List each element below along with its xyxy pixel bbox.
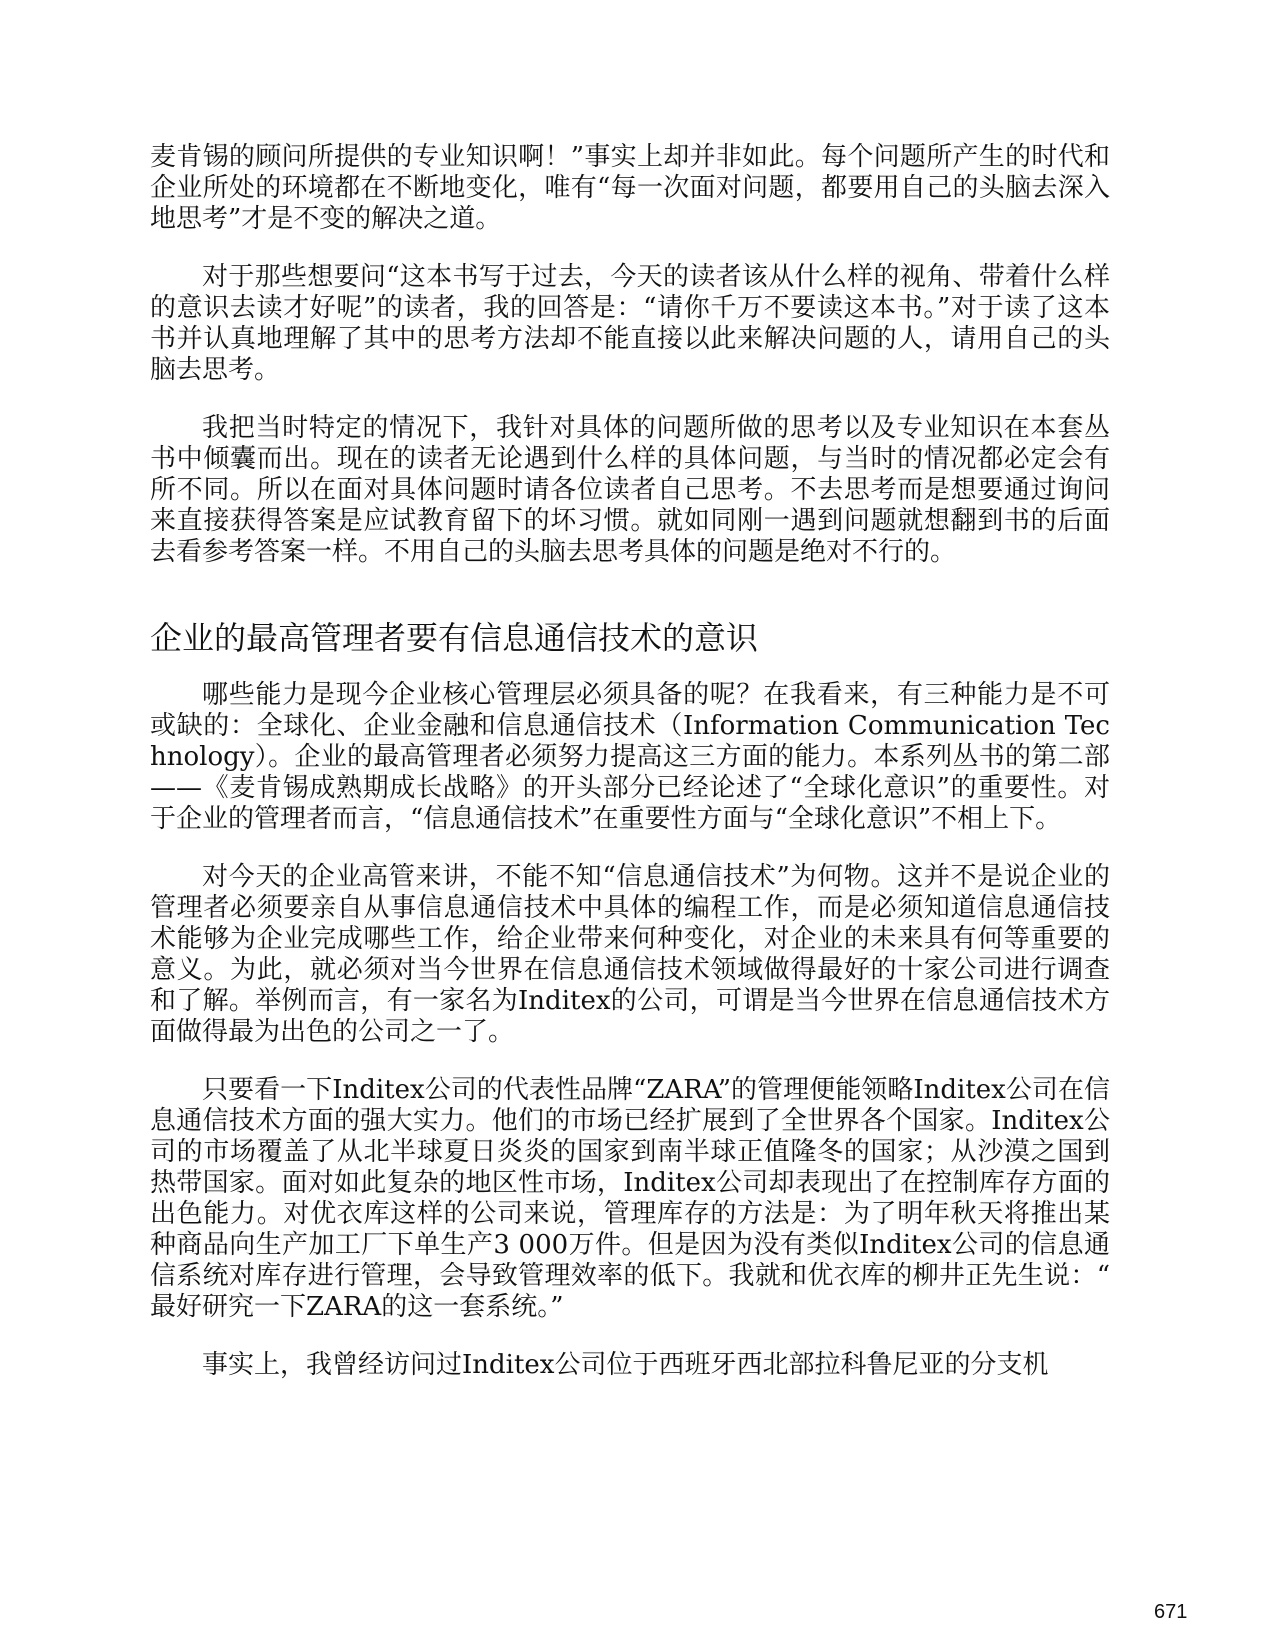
paragraph-core-capabilities: 哪些能力是现今企业核心管理层必须具备的呢？在我看来，有三种能力是不可或缺的：全球化、企业金融和信息通信技术（Information Communication Technology）。企业的最高管理者必须努力提高这三方面的能力。本系列丛书的第二部——《麦肯锡成熟期成长战略》的开头部分已经论述了“全球化意识”的重要性。对于企业的管理者而言，“信息通信技术”在重要性方面与“全球化意识”不相上下。 xyxy=(150,680,1110,834)
paragraph-reader-question: 对于那些想要问“这本书写于过去，今天的读者该从什么样的视角、带着什么样的意识去读才好呢”的读者，我的回答是：“请你千万不要读这本书。”对于读了这本书并认真地理解了其中的思考方法却不能直接以此来解决问题的人，请用自己的头脑去思考。 xyxy=(150,262,1110,385)
page-number: 671 xyxy=(1154,1601,1188,1623)
paragraph-inditex-visit: 事实上，我曾经访问过Inditex公司位于西班牙西北部拉科鲁尼亚的分支机 xyxy=(202,1350,1049,1380)
paragraph-continued: 麦肯锡的顾问所提供的专业知识啊！”事实上却并非如此。每个问题所产生的时代和企业所处的环境都在不断地变化，唯有“每一次面对问题，都要用自己的头脑去深入地思考”才是不变的解决之道。 xyxy=(150,142,1110,234)
paragraph-specific-problems: 我把当时特定的情况下，我针对具体的问题所做的思考以及专业知识在本套丛书中倾囊而出。现在的读者无论遇到什么样的具体问题，与当时的情况都必定会有所不同。所以在面对具体问题时请各位读者自己思考。不去思考而是想要通过询问来直接获得答案是应试教育留下的坏习惯。就如同刚一遇到问题就想翻到书的后面去看参考答案一样。不用自己的头脑去思考具体的问题是绝对不行的。 xyxy=(150,413,1110,567)
page-content xyxy=(150,142,1110,1408)
section-heading: 企业的最高管理者要有信息通信技术的意识 xyxy=(150,619,759,657)
paragraph-zara-inventory: 只要看一下Inditex公司的代表性品牌“ZARA”的管理便能领略Inditex公司在信息通信技术方面的强大实力。他们的市场已经扩展到了全世界各个国家。Inditex公司的市场覆盖了从北半球夏日炎炎的国家到南半球正值隆冬的国家；从沙漠之国到热带国家。面对如此复杂的地区性市场，Inditex公司却表现出了在控制库存方面的出色能力。对优衣库这样的公司来说，管理库存的方法是：为了明年秋天将推出某种商品向生产加工厂下单生产3 000万件。但是因为没有类似Inditex公司的信息通信系统对库存进行管理，会导致管理效率的低下。我就和优衣库的柳井正先生说：“最好研究一下ZARA的这一套系统。” xyxy=(150,1075,1110,1322)
paragraph-executive-ict: 对今天的企业高管来讲，不能不知“信息通信技术”为何物。这并不是说企业的管理者必须要亲自从事信息通信技术中具体的编程工作，而是必须知道信息通信技术能够为企业完成哪些工作，给企业带来何种变化，对企业的未来具有何等重要的意义。为此，就必须对当今世界在信息通信技术领域做得最好的十家公司进行调查和了解。举例而言，有一家名为Inditex的公司，可谓是当今世界在信息通信技术方面做得最为出色的公司之一了。 xyxy=(150,862,1110,1047)
